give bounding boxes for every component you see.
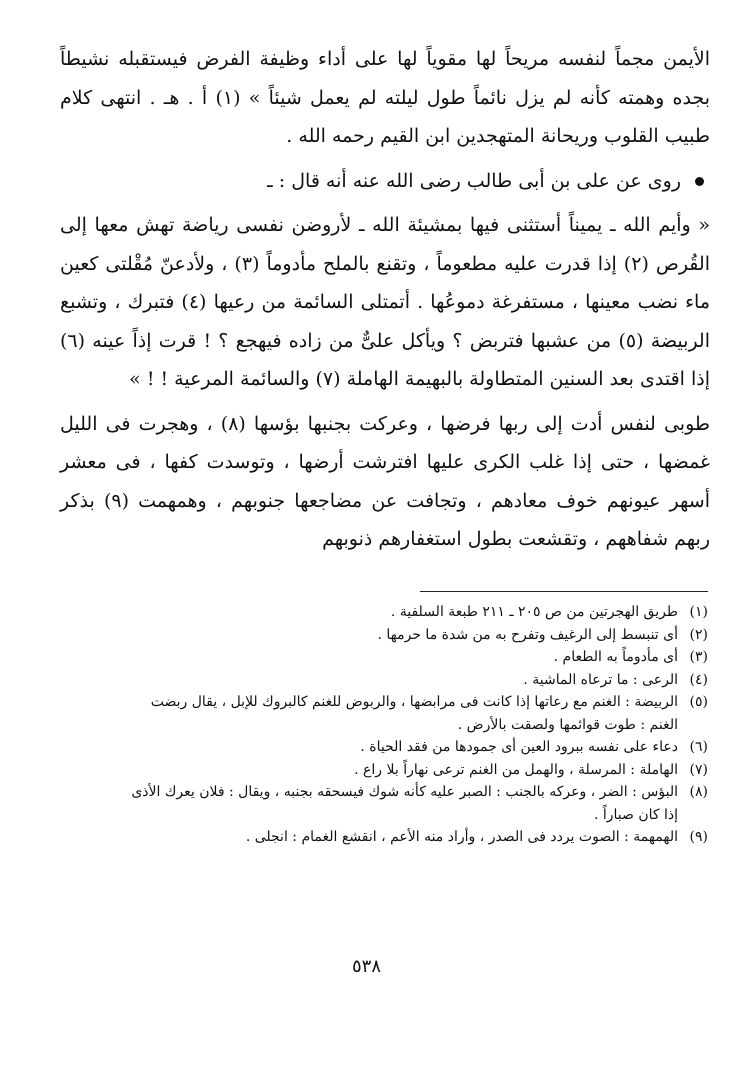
quote-paragraph: « وأيم الله ـ يميناً أستثنى فيها بمشيئة الله ـ لأروضن نفسى رياضة تهش معها إلى القُرص (٢) إذا قدرت عليه مطعوماً ، وتقنع بالملح مأدوماً (٣) ، ولأدعنّ مُقْلتى كعين ماء نضب معينها ، مستفرغة دموعُها . أتمتلى السائمة من رعيها (٤) فتبرك ، وتشبع الربيضة (٥) من عشبها فتربض ؟ ويأكل علىٌّ من زاده فيهجع ؟ ! قرت إذاً عينه (٦) إذا اقتدى بعد السنين المتطاولة بالبهيمة الهاملة (٧) والسائمة المرعية ! ! » — [60, 214, 710, 390]
footnote-number: (٢) — [689, 626, 708, 643]
footnote-text: طريق الهجرتين من ص ٢٠٥ ـ ٢١١ طبعة السلفية . — [390, 604, 678, 620]
footnote — [120, 691, 708, 736]
page-number: ٥٣٨ — [351, 956, 381, 977]
footnote — [120, 646, 708, 669]
footnote-text: الهمهمة : الصوت يردد فى الصدر ، وأراد منه الأعم ، انقشع الغمام : انجلى . — [245, 829, 678, 845]
footnote-text: دعاء على نفسه ببرود العين أى جمودها من فقد الحياة . — [360, 739, 678, 755]
footnote-text: أى مأدوماً به الطعام . — [553, 649, 678, 665]
footnote-number: (٦) — [689, 739, 708, 755]
footnote-text: أى تنبسط إلى الرغيف وتفرح به من شدة ما حرمها . — [377, 626, 678, 643]
footnote — [120, 624, 708, 647]
bullet-paragraph — [60, 162, 710, 201]
footnote-number: (٣) — [689, 649, 708, 665]
footnote-number: (١) — [689, 604, 708, 620]
footnote-text: البؤس : الضر ، وعركه بالجنب : الصبر عليه كأنه شوك فيسحقه بجنبه ، ويقال : فلان يعرك الأذى إذا كان صباراً . — [131, 784, 678, 823]
footnotes — [120, 601, 708, 849]
footnote-divider — [420, 591, 708, 592]
footnote-number: (٩) — [689, 829, 708, 845]
bullet-icon — [695, 177, 704, 186]
paragraph-tuba: طوبى لنفس أدت إلى ربها فرضها ، وعركت بجنبها بؤسها (٨) ، وهجرت فى الليل غمضها ، حتى إذا غلب الكرى عليها افترشت أرضها ، وتوسدت كفها ، فى معشر أسهر عيونهم خوف معادهم ، وتجافت عن مضاجعها جنوبهم ، وهمهمت (٩) بذكر ربهم شفاههم ، وتقشعت بطول استغفارهم ذنوبهم — [60, 412, 711, 550]
footnote-text: الرعى : ما ترعاه الماشية . — [523, 671, 678, 688]
footnote-number: (٤) — [689, 671, 708, 688]
footnote-number: (٥) — [689, 694, 708, 710]
paragraph-intro: الأيمن مجماً لنفسه مريحاً لها مقوياً لها على أداء وظيفة الفرض فيستقبله نشيطاً بجده وهمته كأنه لم يزل نائماً طول ليلته لم يعمل شيئاً » (١) أ . هـ . انتهى كلام طبيب القلوب وريحانة المتهجدين ابن القيم رحمه الله . — [60, 48, 710, 147]
footnote — [120, 601, 708, 624]
footnote-number: (٨) — [689, 784, 708, 800]
bullet-text: روى عن على بن أبى طالب رضى الله عنه أنه قال : ـ — [267, 169, 681, 192]
main-text — [60, 40, 710, 559]
footnote — [120, 826, 708, 849]
footnote — [120, 736, 708, 759]
footnote-text: الهاملة : المرسلة ، والهمل من الغنم ترعى نهاراً بلا راع . — [354, 761, 678, 778]
footnote-text: الربيضة : الغنم مع رعاتها إذا كانت فى مرابضها ، والربوض للغنم كالبروك للإبل ، يقال ربضت الغنم : طوت قوائمها ولصقت بالأرض . — [150, 694, 678, 733]
footnote-number: (٧) — [689, 761, 708, 778]
footnote — [120, 669, 708, 692]
footnote — [120, 759, 708, 782]
footnote — [120, 781, 708, 826]
